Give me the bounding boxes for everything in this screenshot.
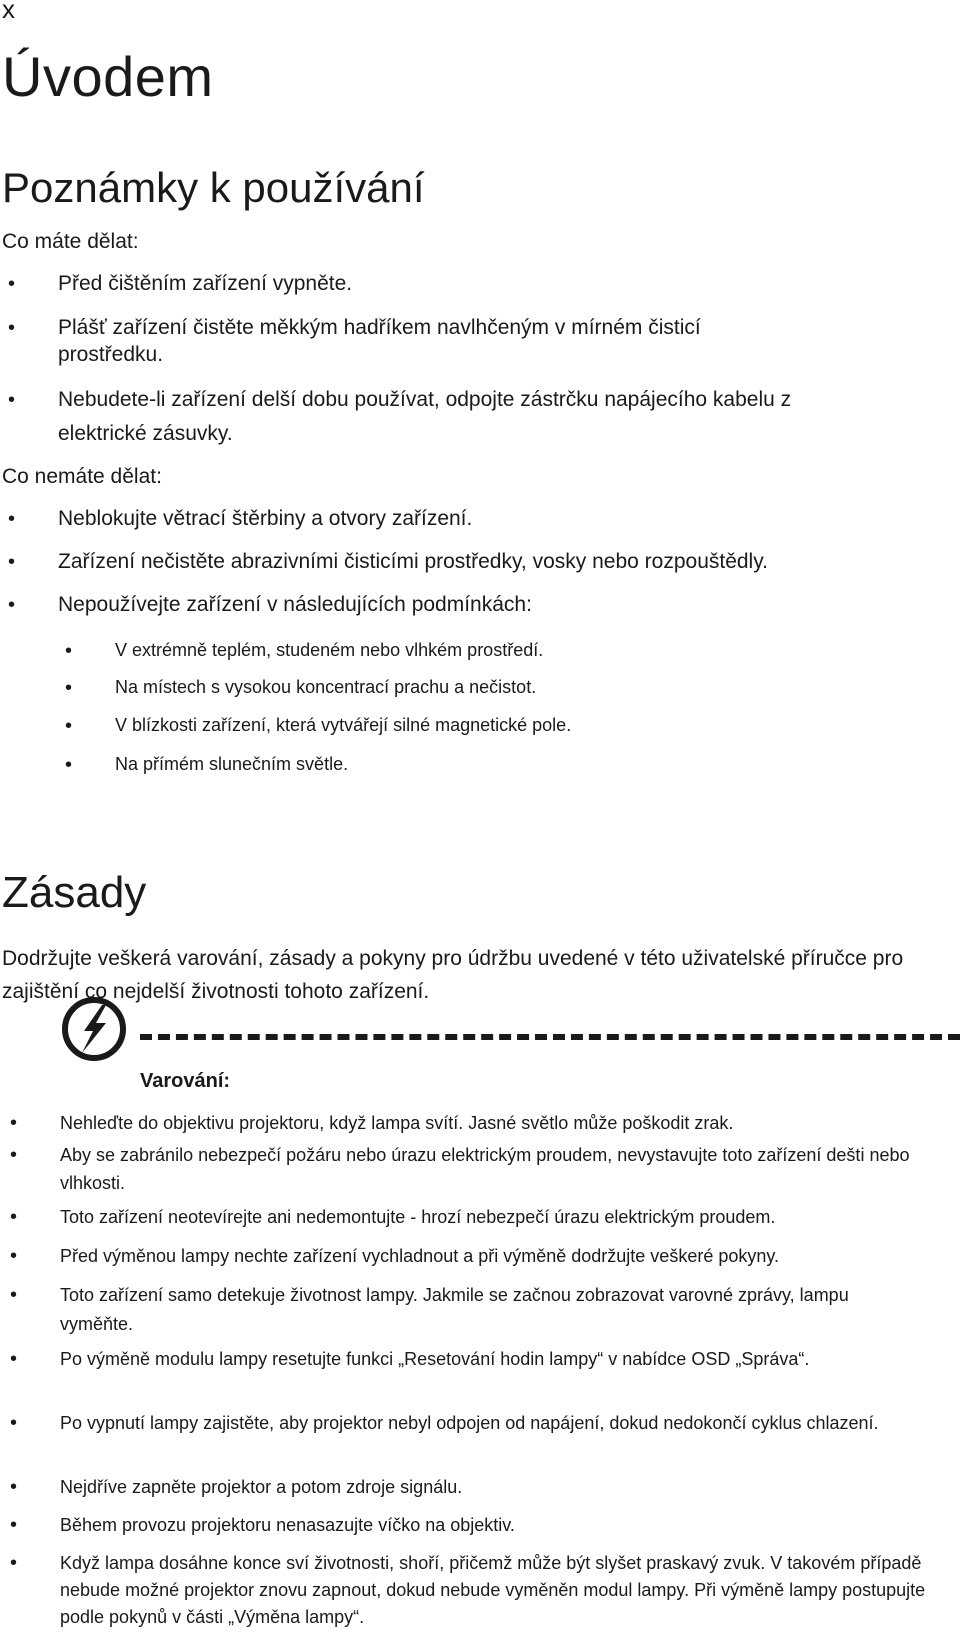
- dont-item: • Nepoužívejte zařízení v následujících podmínkách:: [58, 593, 532, 617]
- bullet-icon: [10, 1512, 17, 1538]
- bullet-icon: [10, 1550, 17, 1577]
- warning-item: • Toto zařízení samo detekuje životnost lampy. Jakmile se začnou zobrazovat varovné zprávy, lampu vyměňte.: [60, 1281, 910, 1339]
- do-label: Co máte dělat:: [2, 230, 139, 253]
- rules-heading: Zásady: [2, 868, 147, 917]
- condition-item: • V blízkosti zařízení, která vytvářejí silné magnetické pole.: [115, 715, 571, 736]
- warning-item: • Aby se zabránilo nebezpečí požáru nebo úrazu elektrickým proudem, nevystavujte toto zařízení dešti nebo vlhkosti.: [60, 1141, 930, 1197]
- bullet-icon: [8, 507, 15, 531]
- bullet-icon: [8, 388, 15, 412]
- lightning-warning-icon: [60, 995, 128, 1063]
- bullet-icon: [10, 1281, 17, 1310]
- condition-item: • Na přímém slunečním světle.: [115, 754, 348, 775]
- warning-item: • Po vypnutí lampy zajistěte, aby projektor nebyl odpojen od napájení, dokud nedokončí cyklus chlazení.: [60, 1409, 920, 1437]
- bullet-icon: [65, 677, 72, 700]
- dont-label: Co nemáte dělat:: [2, 465, 162, 488]
- bullet-icon: [8, 316, 15, 340]
- condition-item: • V extrémně teplém, studeném nebo vlhkém prostředí.: [115, 640, 543, 661]
- bullet-icon: [8, 550, 15, 574]
- warning-divider: [140, 1034, 960, 1040]
- do-item: • Plášť zařízení čistěte měkkým hadříkem navlhčeným v mírném čisticí: [58, 316, 701, 340]
- bullet-icon: [8, 272, 15, 296]
- bullet-icon: [10, 1110, 17, 1136]
- page-marker: x: [2, 0, 15, 24]
- notes-heading: Poznámky k používání: [2, 164, 425, 211]
- dont-item: • Zařízení nečistěte abrazivními čisticími prostředky, vosky nebo rozpouštědly.: [58, 550, 768, 574]
- dont-item: • Neblokujte větrací štěrbiny a otvory zařízení.: [58, 507, 472, 531]
- warning-item: • Před výměnou lampy nechte zařízení vychladnout a při výměně dodržujte veškeré pokyny.: [60, 1243, 955, 1269]
- do-item: • Před čištěním zařízení vypněte.: [58, 272, 352, 296]
- condition-item: • Na místech s vysokou koncentrací prachu a nečistot.: [115, 677, 536, 698]
- warning-item: • Když lampa dosáhne konce sví životnosti, shoří, přičemž může být slyšet praskavý zvuk. V takovém případě nebude možné projektor znovu zapnout, dokud nebude vyměněn modul lampy. Při výměně lampy postupujte podle pokynů v části „Výměna lampy“.: [60, 1550, 955, 1631]
- page-title: Úvodem: [2, 45, 214, 108]
- bullet-icon: [8, 593, 15, 617]
- bullet-icon: [10, 1204, 17, 1230]
- warning-item: • Toto zařízení neotevírejte ani nedemontujte - hrozí nebezpečí úrazu elektrickým proudem.: [60, 1204, 955, 1230]
- bullet-icon: [10, 1243, 17, 1269]
- rules-paragraph: Dodržujte veškerá varování, zásady a pokyny pro údržbu uvedené v této uživatelské příručce pro zajištění co nejdelší životnosti tohoto zařízení.: [2, 947, 904, 1003]
- do-item: • Nebudete-li zařízení delší dobu používat, odpojte zástrčku napájecího kabelu z: [58, 388, 791, 412]
- warning-item: • Nejdříve zapněte projektor a potom zdroje signálu.: [60, 1474, 940, 1500]
- warning-label: Varování:: [140, 1070, 231, 1092]
- bullet-icon: [65, 640, 72, 663]
- bullet-icon: [10, 1474, 17, 1500]
- do-item-continued: prostředku.: [58, 343, 164, 366]
- bullet-icon: [10, 1409, 17, 1437]
- warning-item: • Po výměně modulu lampy resetujte funkci „Resetování hodin lampy“ v nabídce OSD „Správa“.: [60, 1345, 910, 1374]
- warning-item: • Nehleďte do objektivu projektoru, když lampa svítí. Jasné světlo může poškodit zrak.: [60, 1110, 950, 1136]
- bullet-icon: [10, 1141, 17, 1169]
- bullet-icon: [65, 715, 72, 738]
- bullet-icon: [65, 754, 72, 777]
- do-item-continued: elektrické zásuvky.: [58, 422, 233, 445]
- warning-item: • Během provozu projektoru nenasazujte víčko na objektiv.: [60, 1512, 940, 1538]
- bullet-icon: [10, 1345, 17, 1374]
